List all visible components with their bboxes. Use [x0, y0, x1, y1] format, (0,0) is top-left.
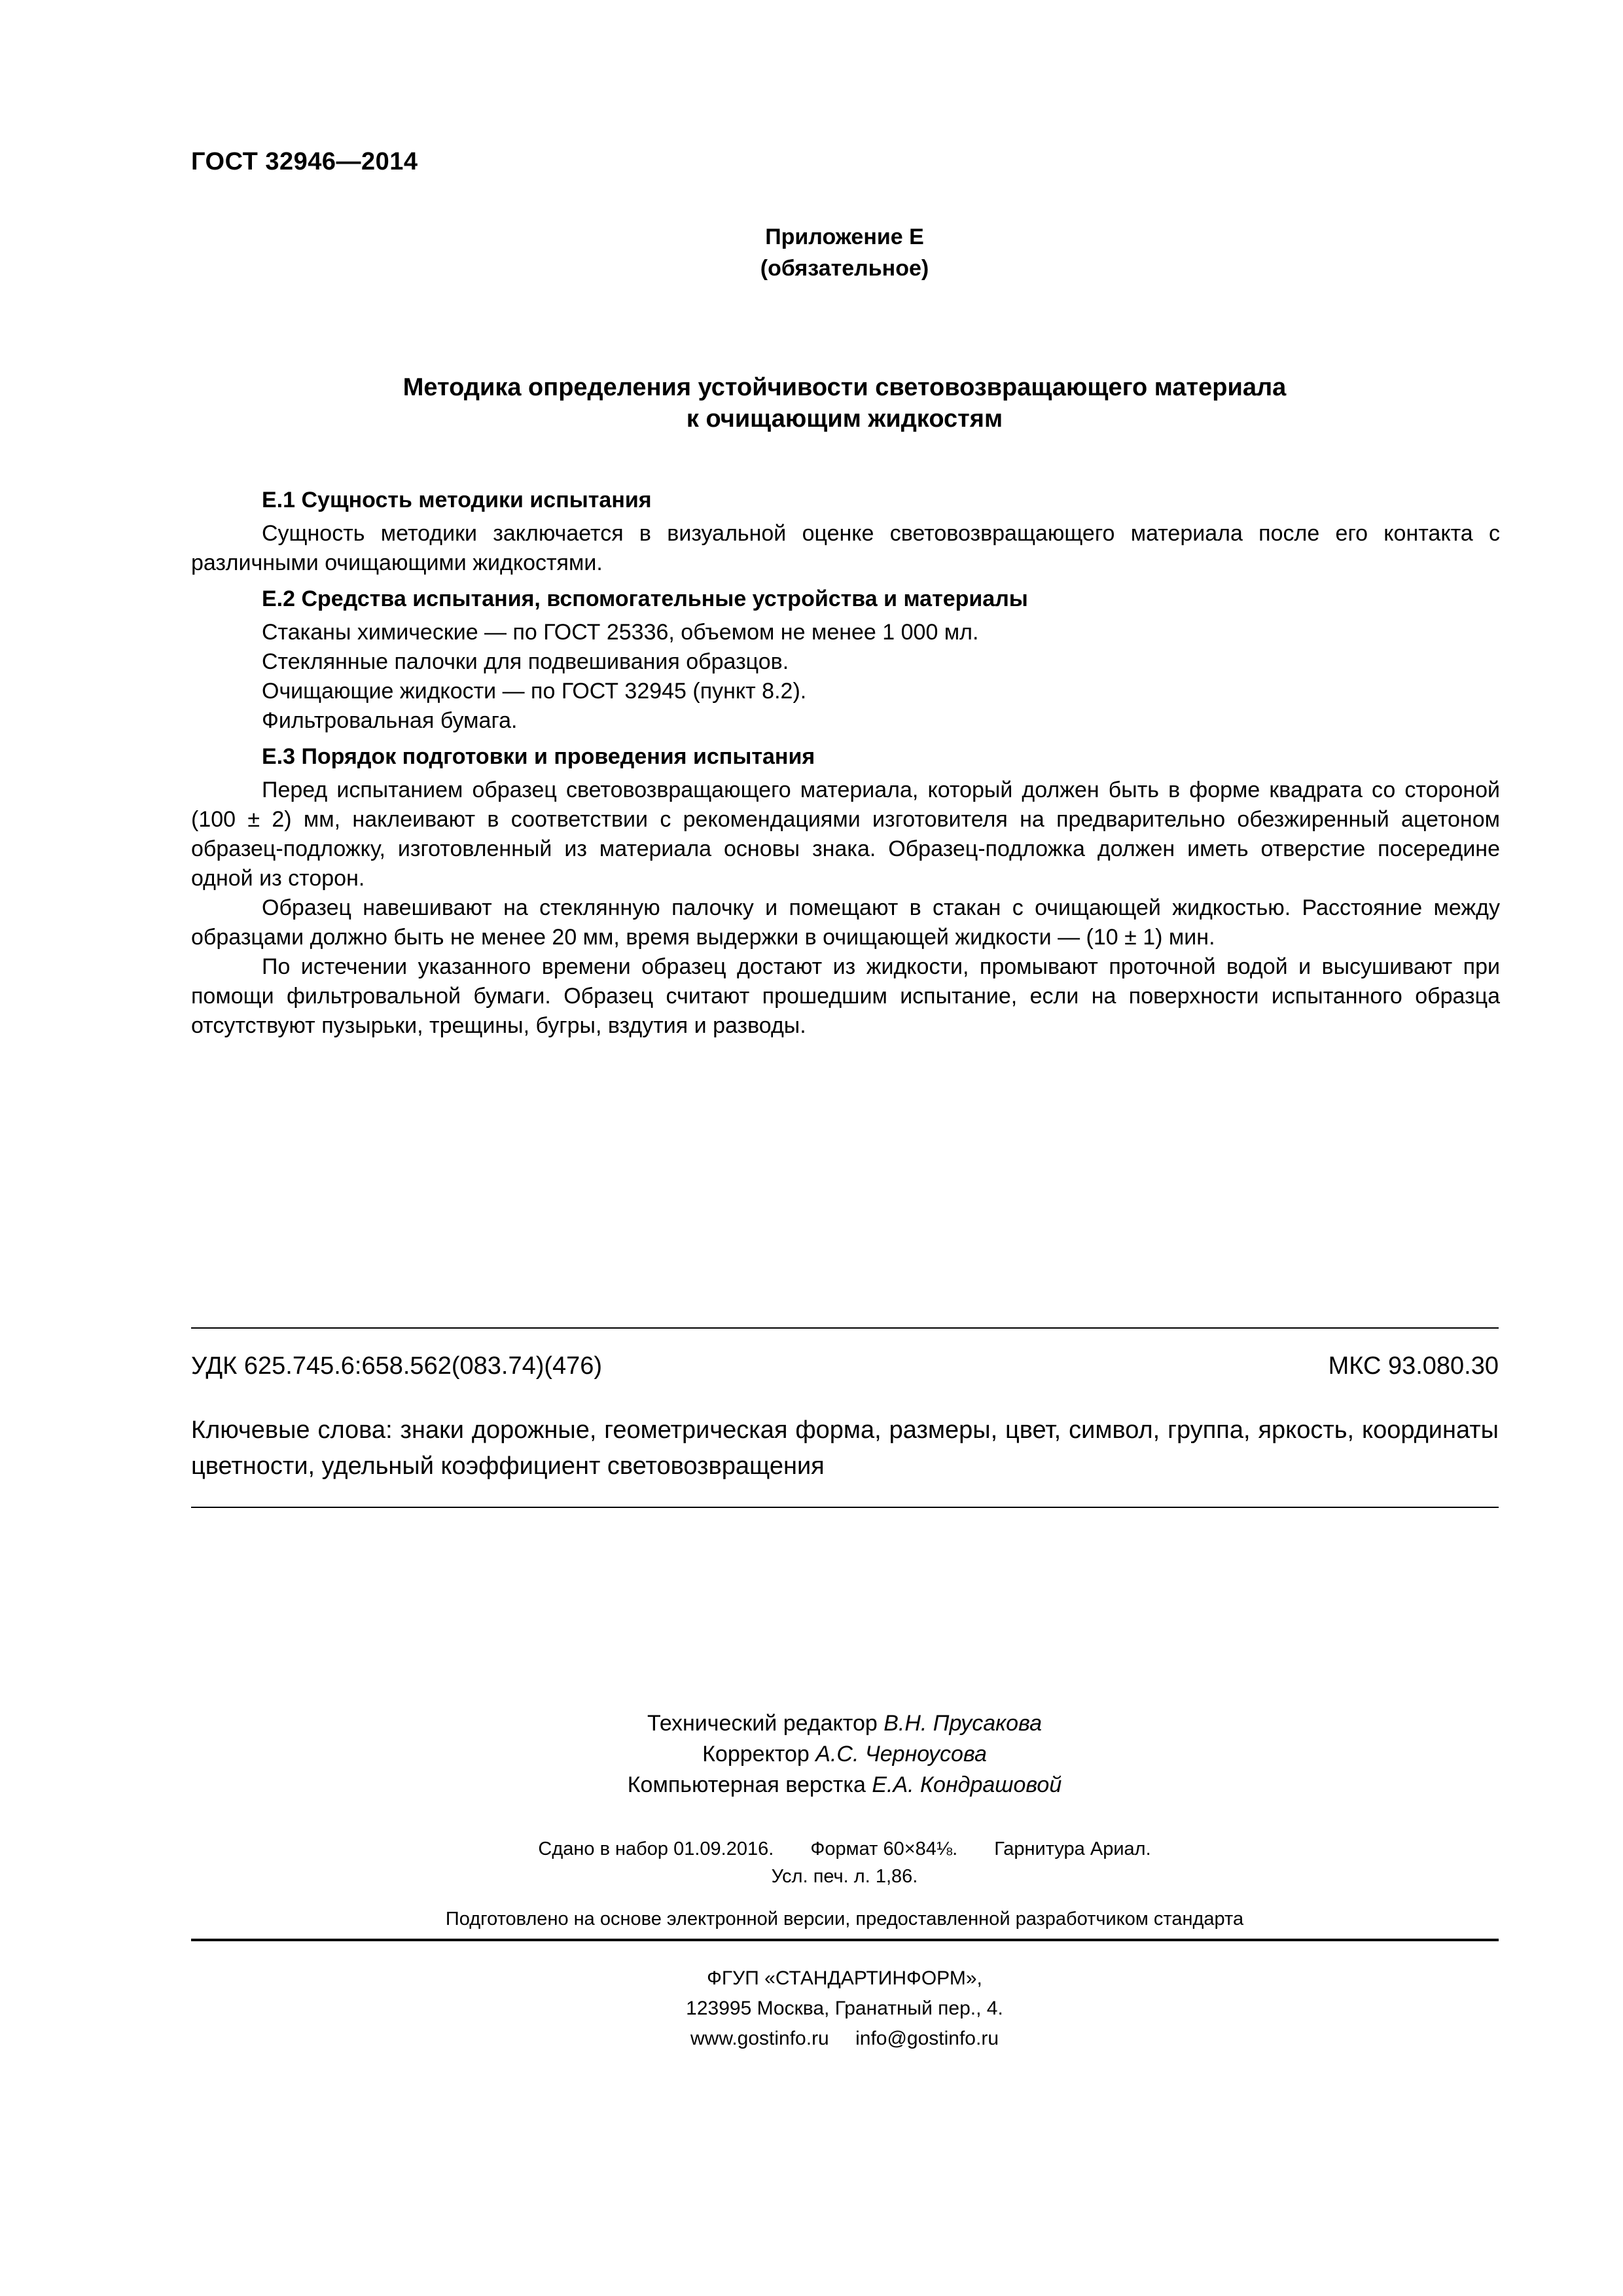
appendix-label: Приложение Е [765, 224, 924, 249]
divider-bottom [191, 1507, 1499, 1508]
paper-format: Формат 60×84⅛. [810, 1839, 958, 1859]
section-e3-paragraph-2: Образец навешивают на стеклянную палочку и помещают в стакан с очищающей жидкостью. Расстояние между образцами должно быть не менее 20 мм, время выдержки в очищающей жидкости — (10 ± 1) мин. [191, 895, 1500, 950]
list-item: Стеклянные палочки для подвешивания образцов. [262, 649, 789, 674]
print-info-line [0, 1835, 1623, 1863]
publisher-block [0, 1964, 1623, 2054]
appendix-title [0, 372, 1623, 435]
ics-code: МКС 93.080.30 [1328, 1352, 1499, 1380]
section-heading-e1: Е.1 Сущность методики испытания [262, 488, 652, 512]
print-info [0, 1835, 1623, 1890]
udc-code: УДК 625.745.6:658.562(083.74)(476) [191, 1352, 603, 1380]
layout-label: Компьютерная верстка [627, 1772, 866, 1797]
section-e3-paragraph-1: Перед испытанием образец световозвращающего материала, который должен быть в форме квадрата со стороной (100 ± 2) мм, наклеивают в соответствии с рекомендациями изготовителя на предварительно обезжиренный ацетоном образец-подложку, изготовленный из материала основы знака. Образец-подложка должен иметь отверстие посередине одной из сторон. [191, 778, 1500, 891]
proofreader-line [0, 1739, 1623, 1770]
standard-number: ГОСТ 32946—2014 [191, 148, 418, 175]
publisher-email: info@gostinfo.ru [855, 2028, 999, 2049]
section-e3-paragraph-3: По истечении указанного времени образец достают из жидкости, промывают проточной водой и высушивают при помощи фильтровальной бумаги. Образец считают прошедшим испытание, если на поверхности испытанного образца отсутствуют пузырьки, трещины, бугры, вздутия и разводы. [191, 954, 1500, 1038]
proofreader-name: А.С. Черноусова [815, 1742, 987, 1767]
appendix-heading [0, 221, 1623, 284]
publisher-contacts [0, 2024, 1623, 2054]
appendix-status: (обязательное) [760, 256, 929, 281]
layout-line [0, 1770, 1623, 1801]
typeface: Гарнитура Ариал. [994, 1839, 1151, 1859]
divider-top [191, 1327, 1499, 1329]
list-item: Стаканы химические — по ГОСТ 25336, объемом не менее 1 000 мл. [262, 620, 979, 645]
tech-editor-line [0, 1708, 1623, 1739]
keywords: Ключевые слова: знаки дорожные, геометрическая форма, размеры, цвет, символ, группа, яркость, координаты цветности, удельный коэффициент световозвращения [191, 1416, 1499, 1480]
title-line-1: Методика определения устойчивости световозвращающего материала [402, 374, 1287, 401]
list-item: Очищающие жидкости — по ГОСТ 32945 (пункт 8.2). [262, 679, 807, 704]
publisher-address: 123995 Москва, Гранатный пер., 4. [686, 1998, 1003, 2019]
appendix-body [191, 483, 1500, 1041]
section-e1-paragraph: Сущность методики заключается в визуальной оценке световозвращающего материала после его контакта с различными очищающими жидкостями. [191, 521, 1500, 575]
tech-editor-label: Технический редактор [647, 1711, 878, 1736]
publisher-name: ФГУП «СТАНДАРТИНФОРМ», [707, 1967, 982, 1989]
section-heading-e3: Е.3 Порядок подготовки и проведения испытания [262, 744, 815, 769]
imprint-divider [191, 1939, 1499, 1941]
list-item: Фильтровальная бумага. [262, 708, 518, 733]
tech-editor-name: В.Н. Прусакова [883, 1711, 1043, 1736]
publisher-website: www.gostinfo.ru [690, 2028, 829, 2049]
section-heading-e2: Е.2 Средства испытания, вспомогательные устройства и материалы [262, 586, 1028, 611]
submitted-date: Сдано в набор 01.09.2016. [538, 1839, 774, 1859]
prepared-note: Подготовлено на основе электронной версии, предоставленной разработчиком стандарта [445, 1909, 1244, 1929]
title-line-2: к очищающим жидкостям [686, 405, 1003, 433]
imprint-credits [0, 1708, 1623, 1801]
printed-sheets: Усл. печ. л. 1,86. [771, 1866, 918, 1887]
proofreader-label: Корректор [702, 1742, 810, 1767]
layout-name: Е.А. Кондрашовой [872, 1772, 1062, 1797]
